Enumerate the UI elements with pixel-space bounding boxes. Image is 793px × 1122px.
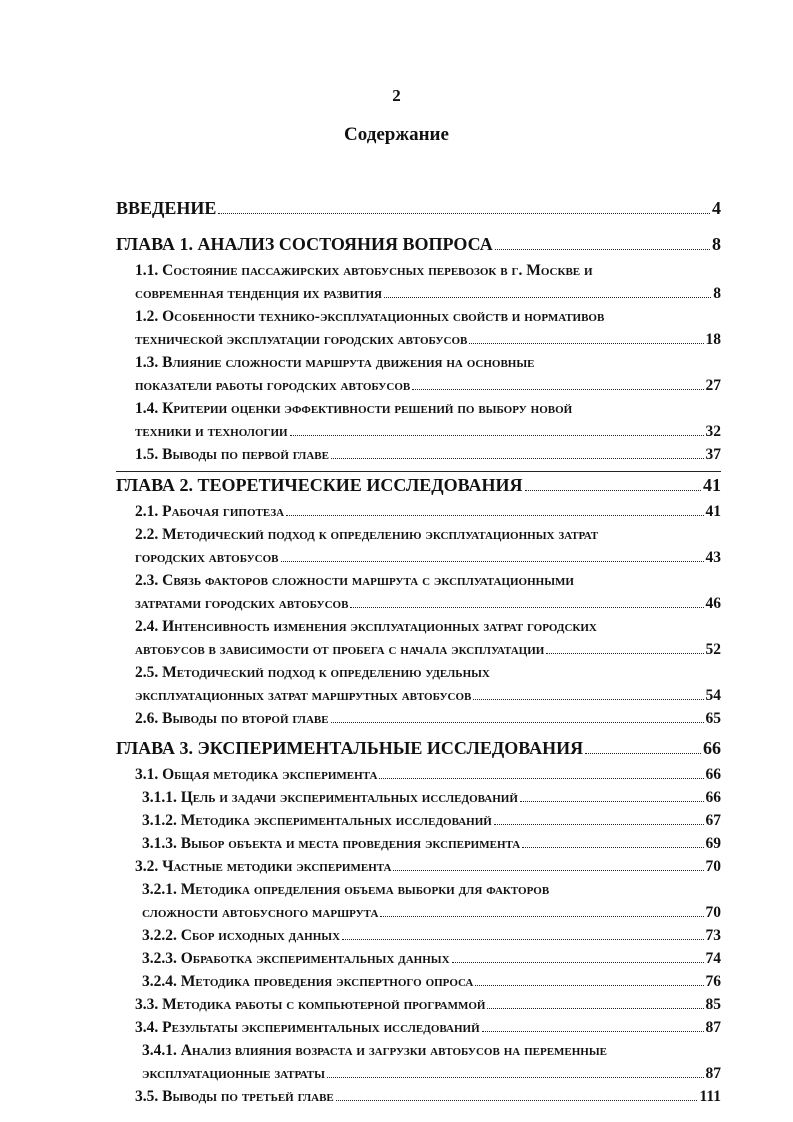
- toc-chapter-block: [116, 735, 721, 1113]
- toc-entry-last-line: [135, 282, 721, 305]
- toc-entry-last-line: [142, 809, 721, 832]
- toc-entry[interactable]: [116, 569, 721, 615]
- toc-entry-last-line: [135, 546, 721, 569]
- toc-entry-page: 69: [705, 835, 721, 852]
- leader-dots: [487, 1008, 703, 1009]
- leader-dots: [393, 870, 703, 871]
- toc-chapter-page: 8: [712, 234, 721, 254]
- toc-entry-page: 65: [705, 710, 721, 727]
- toc-chapter-label: ГЛАВА 1. АНАЛИЗ СОСТОЯНИЯ ВОПРОСА: [116, 234, 493, 254]
- toc-entry[interactable]: [116, 878, 721, 924]
- toc-chapters: [116, 231, 721, 1113]
- toc-chapter-label: ГЛАВА 2. ТЕОРЕТИЧЕСКИЕ ИССЛЕДОВАНИЯ: [116, 475, 523, 495]
- toc-entry-last-line: [135, 1085, 721, 1108]
- toc-entry-page: 43: [705, 549, 721, 566]
- leader-dots: [281, 561, 704, 562]
- leader-dots: [522, 847, 703, 848]
- toc-entry-page: 32: [705, 423, 721, 440]
- leader-dots: [520, 801, 704, 802]
- leader-dots: [286, 515, 703, 516]
- leader-dots: [331, 722, 704, 723]
- toc-entry[interactable]: [116, 855, 721, 878]
- leader-dots: [585, 753, 701, 754]
- toc-entry-page: 85: [705, 996, 721, 1013]
- toc-entry-last-line: [135, 707, 721, 730]
- toc-entry-line1: 3.4.1. Анализ влияния возраста и загрузки автобусов на переменные: [142, 1042, 607, 1059]
- toc-entry-page: 67: [705, 812, 721, 829]
- toc-entry[interactable]: [116, 523, 721, 569]
- toc-entry-text: 2.6. Выводы по второй главе: [135, 710, 329, 727]
- toc-entry-page: 111: [699, 1088, 721, 1105]
- toc-chapter-page: 66: [703, 738, 721, 758]
- toc-entry-text: сложности автобусного маршрута: [142, 904, 379, 921]
- toc-entry-last-line: [135, 420, 721, 443]
- toc-entry-text: 1.5. Выводы по первой главе: [135, 446, 329, 463]
- toc-entry-text: эксплуатационные затраты: [142, 1065, 325, 1082]
- toc-entry-page: 73: [705, 927, 721, 944]
- toc-entry-page: 87: [705, 1065, 721, 1082]
- toc-entry-last-line: [135, 855, 721, 878]
- toc-entry-last-line: [135, 763, 721, 786]
- toc-entry-page: 87: [705, 1019, 721, 1036]
- toc-entry-text: эксплуатационных затрат маршрутных автобусов: [135, 687, 472, 704]
- toc-entry-line1: 2.2. Методический подход к определению эксплуатационных затрат: [135, 526, 599, 543]
- toc-entry-last-line: [135, 592, 721, 615]
- toc-entry-last-line: [135, 638, 721, 661]
- toc-entry-last-line: [135, 684, 721, 707]
- toc-entry-line1: 2.5. Методический подход к определению удельных: [135, 664, 490, 681]
- toc-entry-last-line: [135, 500, 721, 523]
- toc-entry-line1: 1.3. Влияние сложности маршрута движения на основные: [135, 354, 535, 371]
- toc-entry-page: 70: [705, 904, 721, 921]
- toc-entry-page: 18: [705, 331, 721, 348]
- leader-dots: [379, 778, 703, 779]
- toc-entry[interactable]: [116, 1016, 721, 1039]
- toc-entry-line1: 1.2. Особенности технико-эксплуатационных свойств и нормативов: [135, 308, 605, 325]
- toc-entry-text: 3.2.4. Методика проведения экспертного опроса: [142, 973, 474, 990]
- leader-dots: [384, 297, 711, 298]
- toc-entry-text: затратами городских автобусов: [135, 595, 349, 612]
- toc-entry-line1: 2.4. Интенсивность изменения эксплуатационных затрат городских: [135, 618, 597, 635]
- toc-entry[interactable]: [116, 993, 721, 1016]
- toc-chapter-label: ГЛАВА 3. ЭКСПЕРИМЕНТАЛЬНЫЕ ИССЛЕДОВАНИЯ: [116, 738, 584, 758]
- toc-entry-line1: 1.1. Состояние пассажирских автобусных перевозок в г. Москве и: [135, 262, 593, 279]
- toc-entry[interactable]: [116, 832, 721, 855]
- leader-dots: [473, 699, 703, 700]
- toc-entry[interactable]: [116, 500, 721, 523]
- toc-entry-last-line: [135, 328, 721, 351]
- toc-entry-page: 8: [713, 285, 721, 302]
- toc-entry[interactable]: [116, 443, 721, 466]
- toc-entry-last-line: [142, 786, 721, 809]
- toc-chapter-heading[interactable]: [116, 738, 721, 759]
- toc-entry[interactable]: [116, 351, 721, 397]
- toc-entry-text: 3.1.2. Методика экспериментальных исследований: [142, 812, 492, 829]
- toc-entry-text: техники и технологии: [135, 423, 288, 440]
- leader-dots: [525, 490, 701, 491]
- toc-entry[interactable]: [116, 1039, 721, 1085]
- toc-entry-text: 3.1.1. Цель и задачи экспериментальных исследований: [142, 789, 518, 806]
- toc-entry[interactable]: [116, 763, 721, 786]
- toc-entry[interactable]: [116, 661, 721, 707]
- page-number: 2: [392, 86, 401, 105]
- toc-intro-page: 4: [712, 198, 721, 218]
- toc-entry[interactable]: [116, 397, 721, 443]
- toc-entry-last-line: [142, 832, 721, 855]
- toc-entry-page: 76: [705, 973, 721, 990]
- leader-dots: [218, 213, 710, 214]
- toc-entry-page: 27: [705, 377, 721, 394]
- toc-entry-line1: 2.3. Связь факторов сложности маршрута с эксплуатационными: [135, 572, 574, 589]
- leader-dots: [331, 458, 704, 459]
- toc-entry-text: 3.1. Общая методика эксперимента: [135, 766, 378, 783]
- toc-entry-last-line: [142, 901, 721, 924]
- toc-entry[interactable]: [116, 970, 721, 993]
- toc-entry-line1: 1.4. Критерии оценки эффективности решений по выбору новой: [135, 400, 573, 417]
- toc-chapter-heading[interactable]: [116, 475, 721, 496]
- toc-entry-last-line: [142, 1062, 721, 1085]
- leader-dots: [494, 824, 704, 825]
- toc-entry-page: 70: [705, 858, 721, 875]
- toc-entry-page: 66: [705, 789, 721, 806]
- toc-entry-text: показатели работы городских автобусов: [135, 377, 411, 394]
- toc-entry[interactable]: [116, 809, 721, 832]
- toc-entry[interactable]: [116, 305, 721, 351]
- table-of-contents: [116, 198, 721, 1113]
- toc-entry-page: 52: [705, 641, 721, 658]
- toc-entry[interactable]: [116, 707, 721, 730]
- toc-entry-text: 3.3. Методика работы с компьютерной программой: [135, 996, 486, 1013]
- leader-dots: [469, 343, 703, 344]
- toc-entry-text: современная тенденция их развития: [135, 285, 383, 302]
- toc-chapter-page: 41: [703, 475, 721, 495]
- toc-entry-text: 3.1.3. Выбор объекта и места проведения эксперимента: [142, 835, 521, 852]
- toc-chapter-heading[interactable]: [116, 234, 721, 255]
- toc-entry-text: 3.4. Результаты экспериментальных исследований: [135, 1019, 480, 1036]
- toc-entry-text: 3.2. Частные методики эксперимента: [135, 858, 392, 875]
- toc-entry[interactable]: [116, 259, 721, 305]
- leader-dots: [380, 916, 703, 917]
- toc-chapter-block: [116, 231, 721, 472]
- toc-intro-label: ВВЕДЕНИЕ: [116, 198, 217, 218]
- toc-entry-text: автобусов в зависимости от пробега с начала эксплуатации: [135, 641, 545, 658]
- toc-entry-last-line: [142, 970, 721, 993]
- leader-dots: [350, 607, 703, 608]
- leader-dots: [452, 962, 704, 963]
- toc-entry-last-line: [135, 1016, 721, 1039]
- page-title: Содержание: [344, 124, 449, 145]
- toc-entry-text: технической эксплуатации городских автобусов: [135, 331, 468, 348]
- toc-entry-page: 37: [705, 446, 721, 463]
- toc-entry-text: 3.2.2. Сбор исходных данных: [142, 927, 341, 944]
- toc-entry-page: 66: [705, 766, 721, 783]
- toc-entry-text: 2.1. Рабочая гипотеза: [135, 503, 285, 520]
- toc-entry-page: 41: [705, 503, 721, 520]
- leader-dots: [546, 653, 703, 654]
- leader-dots: [342, 939, 703, 940]
- toc-entry-last-line: [142, 947, 721, 970]
- leader-dots: [495, 249, 710, 250]
- leader-dots: [482, 1031, 704, 1032]
- toc-entry-last-line: [135, 993, 721, 1016]
- toc-entry-text: 3.5. Выводы по третьей главе: [135, 1088, 334, 1105]
- toc-entry-last-line: [135, 374, 721, 397]
- toc-entry[interactable]: [116, 924, 721, 947]
- toc-entry-page: 46: [705, 595, 721, 612]
- toc-intro[interactable]: [116, 198, 721, 219]
- toc-entry-text: 3.2.3. Обработка экспериментальных данных: [142, 950, 450, 967]
- leader-dots: [336, 1100, 698, 1101]
- toc-entry[interactable]: [116, 786, 721, 809]
- leader-dots: [412, 389, 703, 390]
- leader-dots: [290, 435, 704, 436]
- toc-entry-page: 54: [705, 687, 721, 704]
- toc-entry[interactable]: [116, 947, 721, 970]
- toc-entry-page: 74: [705, 950, 721, 967]
- toc-entry-last-line: [135, 443, 721, 466]
- toc-entry-text: городских автобусов: [135, 549, 279, 566]
- toc-entry-last-line: [142, 924, 721, 947]
- toc-entry[interactable]: [116, 615, 721, 661]
- leader-dots: [327, 1077, 704, 1078]
- toc-chapter-block: [116, 472, 721, 735]
- toc-entry-line1: 3.2.1. Методика определения объема выборки для факторов: [142, 881, 550, 898]
- leader-dots: [475, 985, 703, 986]
- toc-entry[interactable]: [116, 1085, 721, 1108]
